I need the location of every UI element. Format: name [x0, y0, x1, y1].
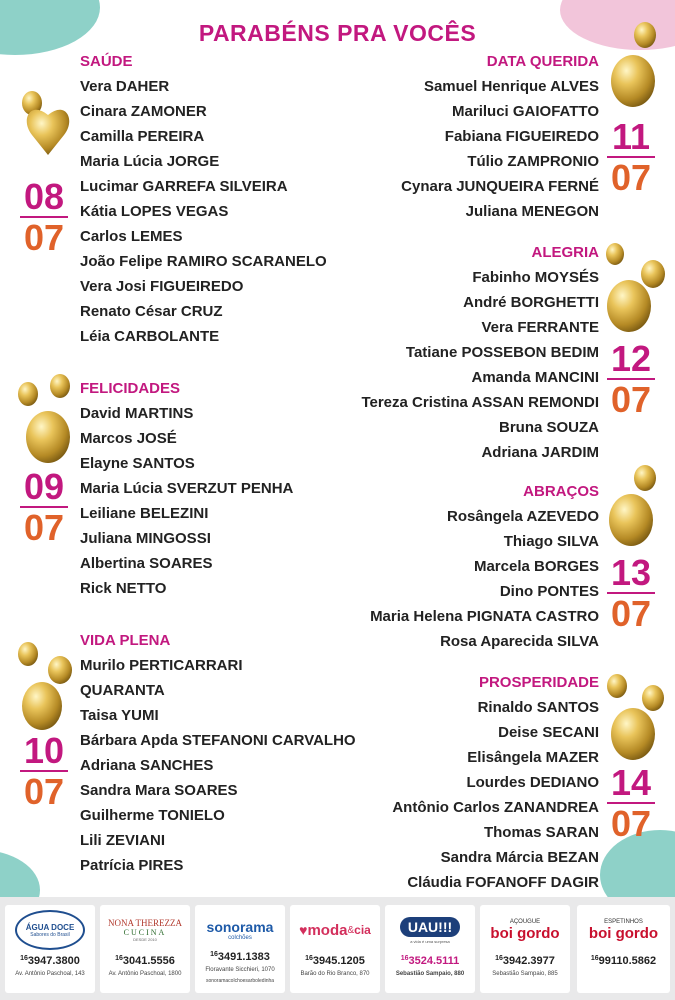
section-title: FELICIDADES	[80, 380, 181, 397]
balloon-cluster-icon	[14, 636, 76, 731]
section-felicidades	[80, 380, 293, 601]
list-item: Vera DAHER	[80, 78, 170, 95]
day-number: 10	[20, 732, 68, 772]
list-item: Guilherme TONIELO	[80, 807, 225, 824]
section-vida-plena	[80, 632, 356, 878]
list-item: Amanda MANCINI	[471, 369, 599, 386]
sponsor-name: NONA THEREZZA	[107, 918, 183, 928]
list-item: QUARANTA	[80, 682, 165, 699]
sponsor-address: Barão do Rio Branco, 870	[300, 971, 370, 977]
list-item: Vera FERRANTE	[481, 319, 599, 336]
sponsor-address: Sebastião Sampaio, 880	[395, 971, 465, 977]
moda-cia-logo	[290, 909, 380, 951]
list-item: Adriana JARDIM	[481, 444, 599, 461]
list-item: André BORGHETTI	[463, 294, 599, 311]
list-item: Deise SECANI	[498, 724, 599, 741]
list-item: Rinaldo SANTOS	[477, 699, 599, 716]
sponsor-subtitle: boi gordo	[588, 924, 659, 942]
list-item: Taisa YUMI	[80, 707, 159, 724]
section-title: SAÚDE	[80, 53, 133, 70]
date-prosperidade	[607, 764, 655, 844]
sponsor-subtitle: CUCINA	[123, 928, 167, 937]
balloon-cluster-icon	[14, 372, 76, 472]
section-title: DATA QUERIDA	[486, 53, 599, 70]
list-item: Samuel Henrique ALVES	[423, 78, 599, 95]
boi-gordo-logo	[480, 909, 570, 951]
name-list	[80, 401, 293, 601]
list-item: Bruna SOUZA	[498, 419, 599, 436]
name-list	[80, 74, 327, 349]
month-number: 07	[610, 593, 652, 634]
sponsor-name: ESPETINHOS	[604, 918, 643, 925]
espetinhos-logo	[577, 909, 670, 951]
list-item: Albertina SOARES	[80, 555, 213, 572]
uau-logo	[385, 909, 475, 951]
list-item: Cynara JUNQUEIRA FERNÉ	[401, 178, 599, 195]
list-item: Adriana SANCHES	[80, 757, 214, 774]
balloon-cluster-icon	[603, 670, 667, 765]
list-item: Vera Josi FIGUEIREDO	[80, 278, 244, 295]
sponsor-phone: $^{16}$3524.5111	[400, 955, 460, 967]
section-alegria	[361, 244, 599, 465]
name-list	[401, 74, 599, 224]
list-item: Lourdes DEDIANO	[466, 774, 599, 791]
section-title: VIDA PLENA	[80, 632, 171, 649]
sponsor-sonorama	[195, 905, 285, 993]
month-number: 07	[610, 379, 652, 420]
sponsor-subtitle: Sabores do Brasil	[30, 931, 70, 938]
list-item: Marcela BORGES	[473, 558, 599, 575]
heart-icon: ♥	[299, 922, 308, 938]
day-number: 11	[607, 118, 655, 158]
section-title: ABRAÇOS	[523, 483, 599, 500]
sponsor-phone: $^{16}$3945.1205	[305, 955, 365, 967]
day-number: 14	[607, 764, 655, 804]
date-saude	[20, 178, 68, 258]
sponsor-espetinhos-boi-gordo	[577, 905, 670, 993]
section-abracos	[370, 483, 599, 654]
list-item: Maria Lúcia SVERZUT PENHA	[80, 480, 294, 497]
list-item: Patrícia PIRES	[80, 857, 184, 874]
date-abracos	[607, 554, 655, 634]
list-item: Tatiane POSSEBON BEDIM	[405, 344, 599, 361]
date-vida-plena	[20, 732, 68, 812]
list-item: Maria Lúcia JORGE	[80, 153, 220, 170]
sponsor-subtitle: colchões	[228, 935, 252, 941]
sponsor-phone: $^{16}$3947.3800	[20, 955, 80, 967]
list-item: Cinara ZAMONER	[80, 103, 207, 120]
sponsor-phone: $^{16}$3942.3977	[495, 955, 555, 967]
list-item: Kátia LOPES VEGAS	[80, 203, 229, 220]
list-item: Mariluci GAIOFATTO	[452, 103, 599, 120]
section-title: ALEGRIA	[531, 244, 599, 261]
name-list	[80, 653, 356, 878]
section-data-querida	[401, 53, 599, 224]
sponsor-name: ÁGUA DOCE	[25, 922, 75, 932]
sponsor-nona-therezza	[100, 905, 190, 993]
list-item: Leiliane BELEZINI	[80, 505, 209, 522]
balloon-cluster-icon	[18, 85, 80, 165]
list-item: Sandra Mara SOARES	[80, 782, 238, 799]
name-list	[392, 695, 599, 895]
sponsor-phone: $^{16}$3041.5556	[115, 955, 175, 967]
month-number: 07	[23, 217, 65, 258]
name-list	[370, 504, 599, 654]
page-title: PARABÉNS PRA VOCÊS	[198, 20, 477, 46]
list-item: Thiago SILVA	[503, 533, 599, 550]
list-item: Camilla PEREIRA	[80, 128, 205, 145]
list-item: Maria Helena PIGNATA CASTRO	[370, 608, 599, 625]
list-item: Murilo PERTICARRARI	[80, 657, 243, 674]
section-title: PROSPERIDADE	[478, 674, 599, 691]
sponsor-subtitle: a vida é uma surpresa	[410, 938, 450, 944]
list-item: Sandra Márcia BEZAN	[440, 849, 599, 866]
nona-therezza-logo	[100, 909, 190, 951]
sponsor-address: Av. Antônio Paschoal, 143	[15, 971, 85, 977]
sponsor-name: AÇOUGUE	[509, 918, 541, 925]
sponsor-subtitle: cia	[354, 923, 371, 937]
list-item: Tereza Cristina ASSAN REMONDI	[361, 394, 599, 411]
sponsor-address: Av. Antônio Paschoal, 1800	[108, 971, 182, 977]
sponsor-address: Floravante Sicchieri, 1070	[205, 967, 275, 973]
sponsor-name: UAU!!!	[400, 917, 460, 937]
list-item: Fabiana FIGUEIREDO	[444, 128, 599, 145]
month-number: 07	[610, 803, 652, 844]
list-item: Juliana MINGOSSI	[80, 530, 211, 547]
list-item: David MARTINS	[80, 405, 194, 422]
balloon-cluster-icon	[605, 15, 667, 110]
sponsor-subtitle: boi gordo	[490, 924, 560, 942]
agua-doce-logo	[5, 909, 95, 951]
list-item: Elayne SANTOS	[80, 455, 195, 472]
date-data-querida	[607, 118, 655, 198]
sponsor-extra: DESDE 2010	[133, 937, 157, 942]
sponsor-phone: $^{16}$3491.1383	[210, 951, 270, 963]
list-item: Renato César CRUZ	[80, 303, 223, 320]
list-item: João Felipe RAMIRO SCARANELO	[80, 253, 327, 270]
list-item: Lucimar GARREFA SILVEIRA	[80, 178, 288, 195]
list-item: Elisângela MAZER	[467, 749, 599, 766]
list-item: Rick NETTO	[80, 580, 167, 597]
list-item: Léia CARBOLANTE	[80, 328, 220, 345]
day-number: 13	[607, 554, 655, 594]
list-item: Cláudia FOFANOFF DAGIR	[407, 874, 599, 891]
list-item: Fabinho MOYSÉS	[472, 269, 599, 286]
balloon-cluster-icon	[603, 240, 667, 340]
sponsor-uau	[385, 905, 475, 993]
date-alegria	[607, 340, 655, 420]
list-item: Bárbara Apda STEFANONI CARVALHO	[80, 732, 356, 749]
list-item: Juliana MENEGON	[465, 203, 599, 220]
list-item: Lili ZEVIANI	[80, 832, 166, 849]
date-felicidades	[20, 468, 68, 548]
sponsor-acougue-boi-gordo	[480, 905, 570, 993]
balloon-cluster-icon	[605, 460, 667, 550]
list-item: Dino PONTES	[499, 583, 599, 600]
list-item: Thomas SARAN	[483, 824, 599, 841]
sponsor-extra: sonoramacolchoesarboledinha	[205, 978, 275, 984]
sponsor-phone: $^{16}$99110.5862	[590, 955, 657, 967]
list-item: Rosângela AZEVEDO	[447, 508, 599, 525]
list-item: Rosa Aparecida SILVA	[440, 633, 599, 650]
section-saude	[80, 53, 327, 349]
section-prosperidade	[392, 674, 599, 895]
sponsor-agua-doce	[5, 905, 95, 993]
sonorama-logo	[195, 909, 285, 951]
month-number: 07	[23, 507, 65, 548]
name-list	[361, 265, 599, 465]
sponsor-amp: &	[347, 924, 355, 936]
day-number: 12	[607, 340, 655, 380]
sponsor-moda-cia	[290, 905, 380, 993]
day-number: 08	[20, 178, 68, 218]
sponsor-name: sonorama	[206, 919, 274, 935]
month-number: 07	[610, 157, 652, 198]
sponsor-address: Sebastião Sampaio, 885	[492, 971, 558, 977]
sponsor-name: moda	[307, 921, 348, 939]
month-number: 07	[23, 771, 65, 812]
list-item: Carlos LEMES	[80, 228, 183, 245]
day-number: 09	[20, 468, 68, 508]
list-item: Túlio ZAMPRONIO	[467, 153, 599, 170]
list-item: Antônio Carlos ZANANDREA	[392, 799, 599, 816]
list-item: Marcos JOSÉ	[80, 430, 177, 447]
